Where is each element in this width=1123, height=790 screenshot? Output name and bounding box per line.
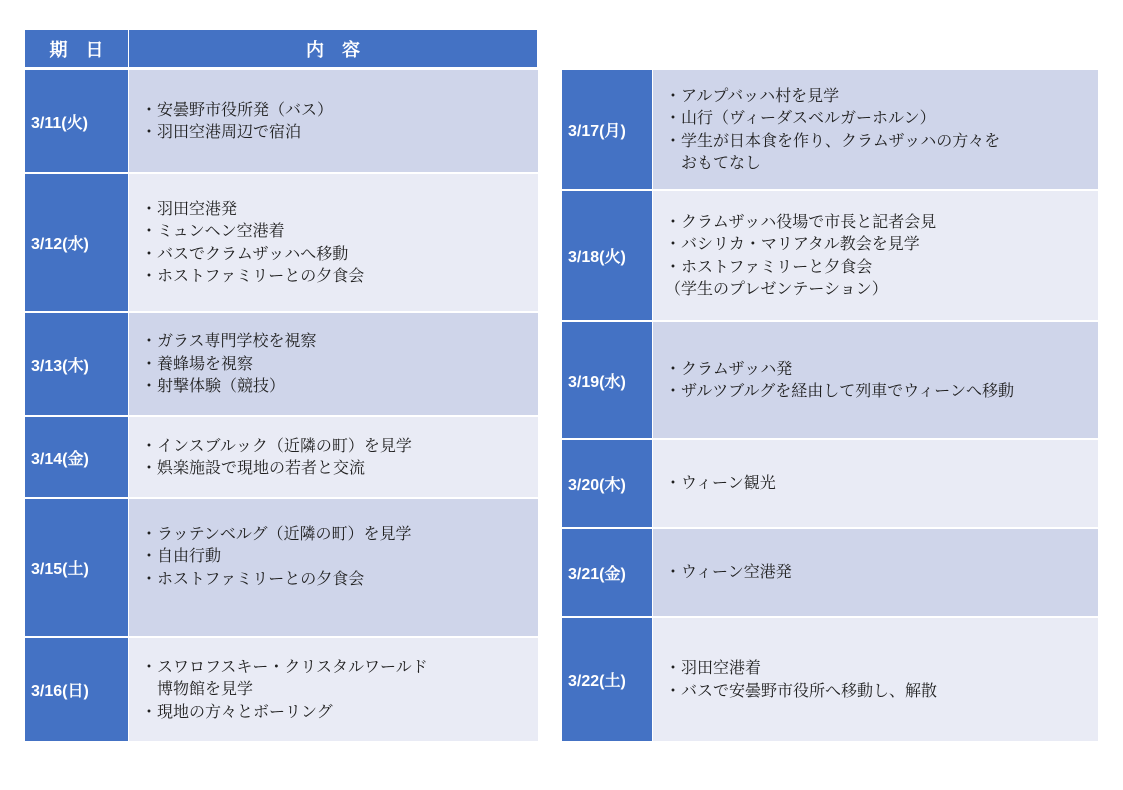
content-cell [129, 638, 538, 741]
table-row [25, 499, 538, 636]
content-line: ・学生が日本食を作り、クラムザッハの方々を [665, 130, 1001, 150]
date-cell: 3/22(土) [562, 618, 652, 741]
content-line: （学生のプレゼンテーション） [665, 279, 888, 298]
content-cell [653, 70, 1098, 189]
date-cell: 3/12(水) [25, 174, 128, 311]
content-cell [653, 440, 1098, 527]
content-line: ・バシリカ・マリアタル教会を見学 [665, 234, 920, 253]
date-cell: 3/14(金) [25, 417, 128, 497]
content-line: ・ガラス専門学校を視察 [141, 331, 317, 351]
table-row [25, 417, 538, 497]
date-cell: 3/11(火) [25, 70, 128, 172]
content-line: ・ミュンヘン空港着 [141, 221, 285, 240]
content-line: ・安曇野市役所発（バス） [141, 99, 334, 119]
table-row [562, 618, 1098, 741]
content-line: ・ウィーン空港発 [665, 562, 792, 582]
content-line: ・羽田空港周辺で宿泊 [141, 122, 302, 141]
content-line: ・クラムザッハ発 [665, 358, 793, 378]
content-cell [653, 322, 1098, 438]
content-line: ・娯楽施設で現地の若者と交流 [141, 458, 366, 477]
content-line: ・養蜂場を視察 [141, 353, 254, 373]
content-cell [129, 174, 538, 311]
content-line: ・バスでクラムザッハへ移動 [141, 243, 349, 263]
content-cell [129, 499, 538, 636]
content-cell [653, 529, 1098, 616]
content-line: ・山行（ヴィーダスベルガーホルン） [665, 108, 936, 127]
date-cell: 3/18(火) [562, 191, 652, 320]
content-line: ・射撃体験（競技） [141, 376, 286, 396]
content-line: ・ラッテンベルグ（近隣の町）を見学 [141, 523, 412, 543]
content-line: ・ウィーン観光 [665, 473, 776, 493]
table-row [562, 322, 1098, 438]
table-row [25, 313, 538, 415]
header-date: 期 日 [25, 30, 128, 67]
content-cell [129, 417, 538, 497]
table-row [25, 638, 538, 741]
date-cell: 3/16(日) [25, 638, 128, 741]
table-row [562, 70, 1098, 189]
content-line: ・ホストファミリーとの夕食会 [141, 266, 365, 285]
table-row [25, 70, 538, 172]
content-cell [129, 313, 538, 415]
date-cell: 3/15(土) [25, 499, 128, 636]
content-line: ・ホストファミリーと夕食会 [665, 256, 873, 276]
content-line: ・アルプバッハ村を見学 [665, 85, 840, 105]
date-cell: 3/20(木) [562, 440, 652, 527]
content-line: ・ザルツブルグを経由して列車でウィーンへ移動 [665, 381, 1014, 400]
content-cell [653, 618, 1098, 741]
content-line: ・インスブルック（近隣の町）を見学 [141, 435, 412, 455]
content-cell [653, 191, 1098, 320]
table-row [25, 174, 538, 311]
content-line: ・羽田空港着 [665, 658, 762, 677]
content-line: ・クラムザッハ役場で市長と記者会見 [665, 211, 937, 231]
table-header [25, 30, 537, 67]
content-line: ・羽田空港発 [141, 198, 238, 218]
content-cell [129, 70, 538, 172]
content-line: 博物館を見学 [141, 679, 254, 699]
content-line: ・自由行動 [141, 546, 222, 565]
date-cell: 3/21(金) [562, 529, 652, 616]
table-row [562, 191, 1098, 320]
content-line: おもてなし [665, 153, 762, 172]
content-line: ・現地の方々とボーリング [141, 701, 333, 721]
content-line: ・ホストファミリーとの夕食会 [141, 568, 365, 588]
content-line: ・バスで安曇野市役所へ移動し、解散 [665, 680, 938, 700]
date-cell: 3/17(月) [562, 70, 652, 189]
header-content: 内 容 [129, 30, 537, 67]
date-cell: 3/19(水) [562, 322, 652, 438]
date-cell: 3/13(木) [25, 313, 128, 415]
table-row [562, 529, 1098, 616]
table-row [562, 440, 1098, 527]
content-line: ・スワロフスキー・クリスタルワールド [141, 656, 428, 676]
content-line [141, 590, 538, 613]
